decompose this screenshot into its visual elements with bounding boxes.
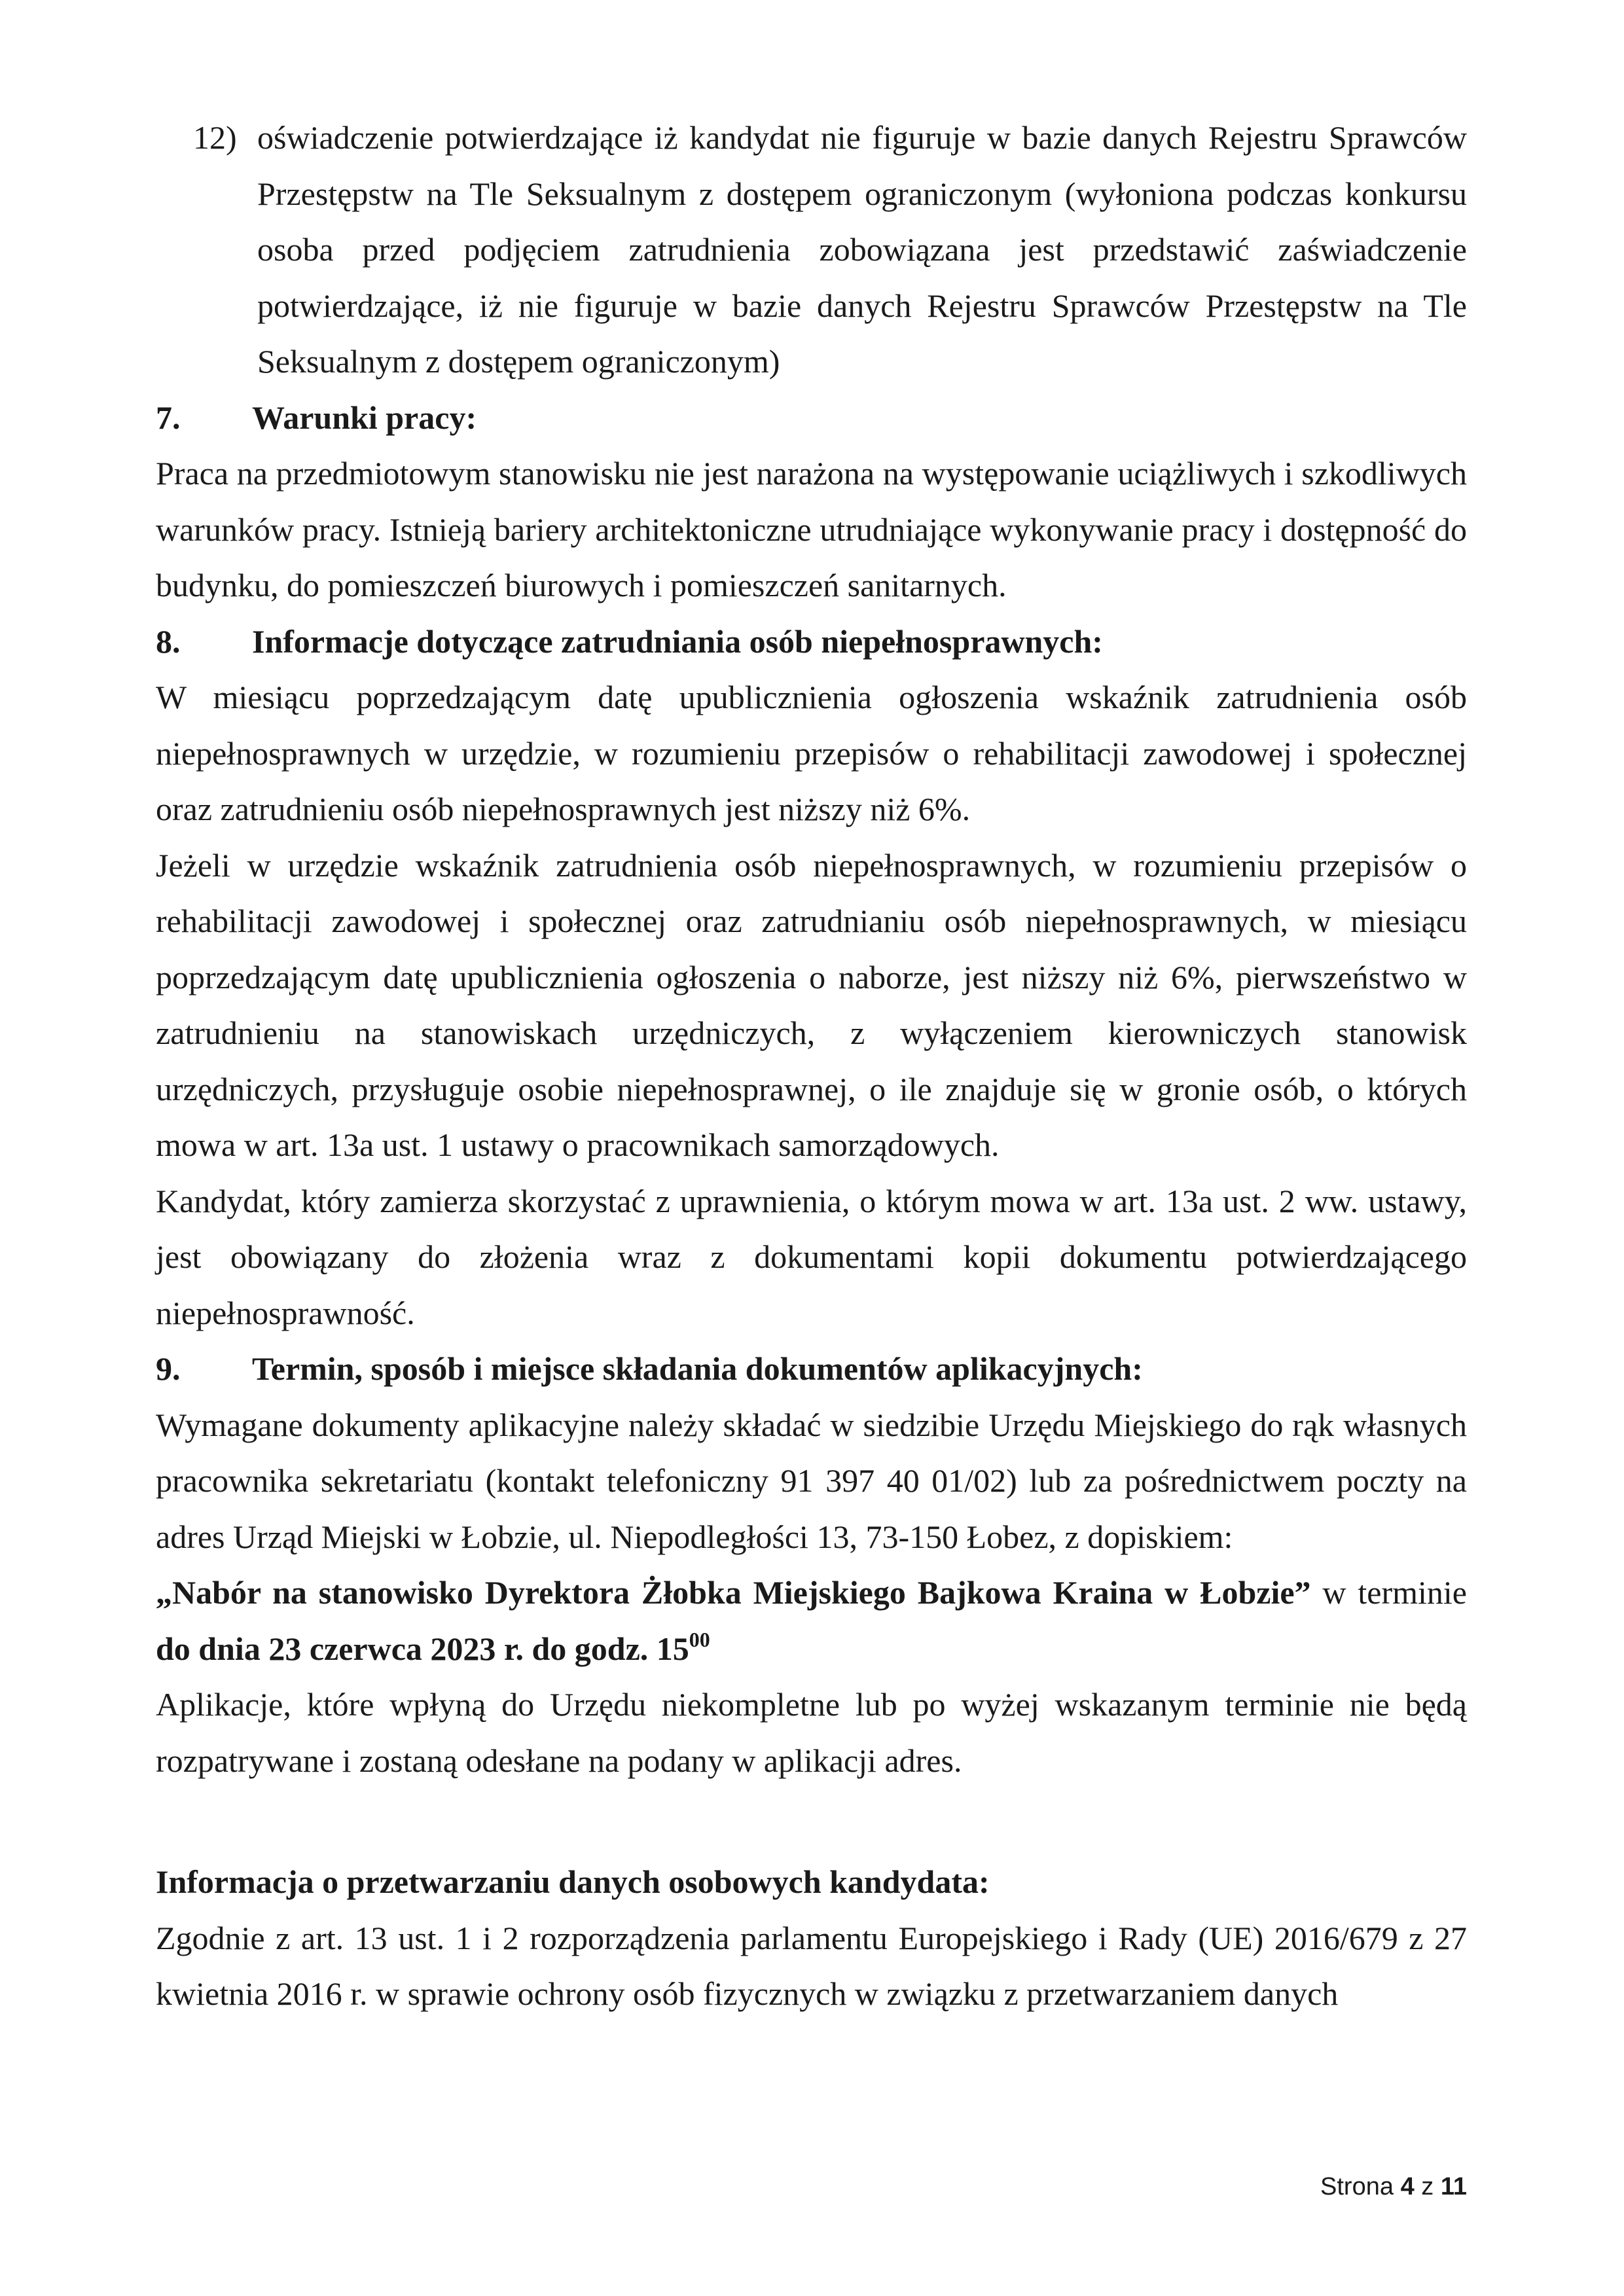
section-9-paragraph-3: Aplikacje, które wpłyną do Urzędu niekompletne lub po wyżej wskazanym terminie nie będą rozpatrywane i zostaną odesłane na podany w aplikacji adres. [156,1686,1467,1779]
footer-total-pages: 11 [1440,2173,1467,2200]
section-9-heading [156,1341,1467,1397]
section-number: 7. [156,399,181,436]
footer-middle: z [1414,2173,1441,2200]
nabor-title: „Nabór na stanowisko Dyrektora Żłobka Miejskiego Bajkowa Kraina w Łobzie” [156,1574,1311,1611]
section-9-paragraph-1: Wymagane dokumenty aplikacyjne należy składać w siedzibie Urzędu Miejskiego do rąk własnych pracownika sekretariatu (kontakt telefoniczny 91 397 40 01/02) lub za pośrednictwem poczty na adres Urząd Miejski w Łobzie, ul. Niepodległości 13, 73-150 Łobez, z dopiskiem: [156,1406,1467,1555]
data-info-text: Zgodnie z art. 13 ust. 1 i 2 rozporządzenia parlamentu Europejskiego i Rady (UE) 2016/679 z 27 kwietnia 2016 r. w sprawie ochrony osób fizycznych w związku z przetwarzaniem danych [156,1919,1467,2012]
list-item-number: 12) [193,119,237,156]
list-item-12 [193,110,1467,390]
section-8-paragraph-3: Kandydat, który zamierza skorzystać z uprawnienia, o którym mowa w art. 13a ust. 2 ww. ustawy, jest obowiązany do złożenia wraz z dokumentami kopii dokumentu potwierdzającego niepełnosprawność. [156,1182,1467,1331]
section-7-text: Praca na przedmiotowym stanowisku nie jest narażona na występowanie uciążliwych i szkodliwych warunków pracy. Istnieją bariery architektoniczne utrudniające wykonywanie pracy i dostępność do budynku, do pomieszczeń biurowych i pomieszczeń sanitarnych. [156,455,1467,603]
section-title: Informacje dotyczące zatrudniania osób niepełnosprawnych: [252,622,1103,660]
page-content [156,110,1467,2022]
section-9-nabor-paragraph [156,1565,1467,1677]
page-footer [1320,2173,1467,2201]
list-item-text: oświadczenie potwierdzające iż kandydat nie figuruje w bazie danych Rejestru Sprawców Przestępstw na Tle Seksualnym z dostępem ograniczonym (wyłoniona podczas konkursu osoba przed podjęciem zatrudnienia zobowiązana jest przedstawić zaświadczenie potwierdzające, iż nie figuruje w bazie danych Rejestru Sprawców Przestępstw na Tle Seksualnym z dostępem ograniczonym) [257,119,1467,380]
data-info-title: Informacja o przetwarzaniu danych osobowych kandydata: [156,1863,990,1900]
section-number: 8. [156,622,181,660]
deadline-minutes: 00 [689,1627,710,1651]
section-title: Warunki pracy: [252,399,477,436]
section-8-paragraph-1: W miesiącu poprzedzającym datę upublicznienia ogłoszenia wskaźnik zatrudnienia osób niepełnosprawnych w urzędzie, w rozumieniu przepisów o rehabilitacji zawodowej i społecznej oraz zatrudnieniu osób niepełnosprawnych jest niższy niż 6%. [156,679,1467,827]
footer-current-page: 4 [1400,2173,1415,2200]
deadline-text: do dnia 23 czerwca 2023 r. do godz. 15 [156,1630,689,1667]
footer-prefix: Strona [1320,2173,1401,2200]
section-8-paragraph-2: Jeżeli w urzędzie wskaźnik zatrudnienia osób niepełnosprawnych, w rozumieniu przepisów o rehabilitacji zawodowej i społecznej oraz zatrudnianiu osób niepełnosprawnych, w miesiącu poprzedzającym datę upublicznienia ogłoszenia o naborze, jest niższy niż 6%, pierwszeństwo w zatrudnieniu na stanowiskach urzędniczych, z wyłączeniem kierowniczych stanowisk urzędniczych, przysługuje osobie niepełnosprawnej, o ile znajduje się w gronie osób, o których mowa w art. 13a ust. 1 ustawy o pracownikach samorządowych. [156,846,1467,1163]
section-title: Termin, sposób i miejsce składania dokumentów aplikacyjnych: [252,1350,1143,1387]
section-number: 9. [156,1350,181,1387]
nabor-connector: w terminie [1310,1574,1467,1611]
section-8-heading [156,614,1467,670]
paragraph-gap [156,1789,1467,1854]
section-7-heading [156,390,1467,446]
